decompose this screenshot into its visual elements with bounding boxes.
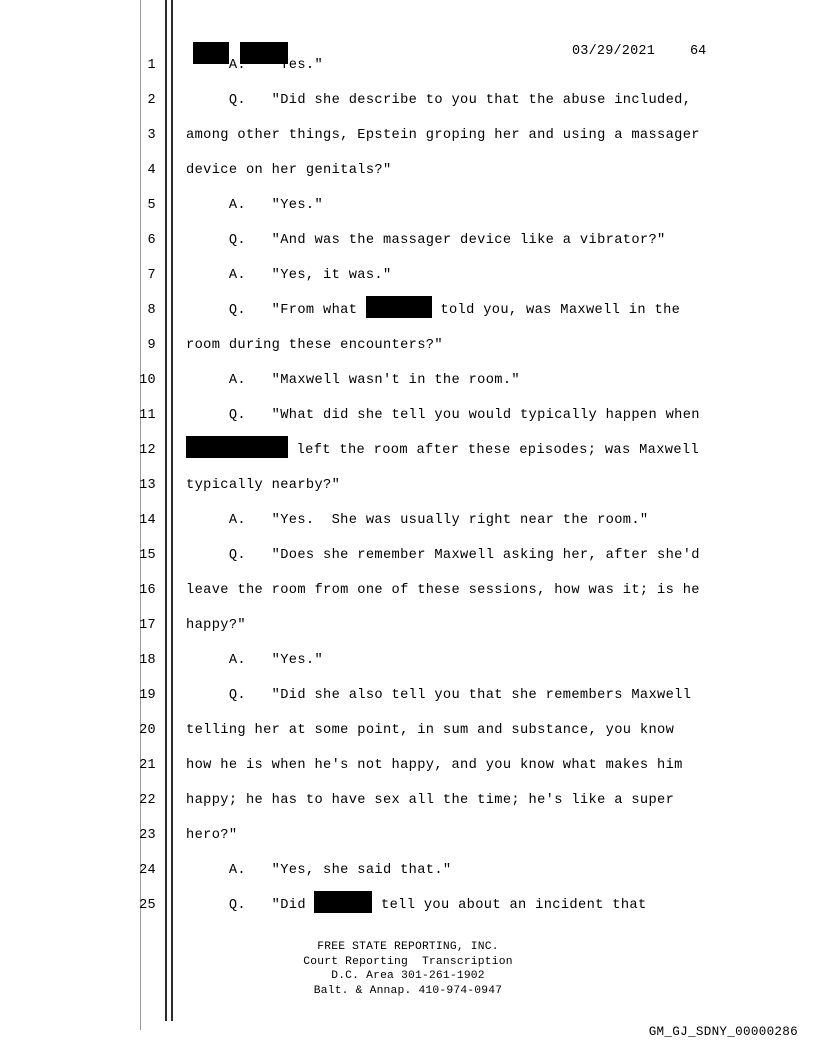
page-footer [0, 940, 816, 998]
line-number: 16 [139, 583, 156, 598]
line-number: 7 [147, 268, 156, 283]
line-number: 17 [139, 618, 156, 633]
line-number: 24 [139, 863, 156, 878]
header-page-number: 64 [690, 44, 707, 59]
line-number: 25 [139, 898, 156, 913]
line-number: 3 [147, 128, 156, 143]
line-text: Q. "What did she tell you would typically happen when [186, 408, 700, 423]
line-number: 13 [139, 478, 156, 493]
line-text: Q. "Does she remember Maxwell asking her, after she'd [186, 548, 700, 563]
transcript-line [0, 573, 816, 608]
line-text: happy?" [186, 618, 246, 633]
transcript-line [0, 83, 816, 118]
line-number: 8 [147, 303, 156, 318]
transcript-line [0, 293, 816, 328]
transcript-line [0, 853, 816, 888]
redaction-bar [366, 296, 432, 318]
line-number: 9 [147, 338, 156, 353]
transcript-line [0, 433, 816, 468]
line-text: Q. "And was the massager device like a vibrator?" [186, 233, 666, 248]
footer-line-4: Balt. & Annap. 410-974-0947 [313, 984, 503, 997]
line-text: A. "Maxwell wasn't in the room." [186, 373, 520, 388]
transcript-line [0, 118, 816, 153]
line-number: 20 [139, 723, 156, 738]
line-number: 22 [139, 793, 156, 808]
line-number: 19 [139, 688, 156, 703]
line-text: device on her genitals?" [186, 163, 392, 178]
line-text: room during these encounters?" [186, 338, 443, 353]
line-number: 18 [139, 653, 156, 668]
line-number: 23 [139, 828, 156, 843]
footer-line-3: D.C. Area 301-261-1902 [331, 970, 485, 983]
line-number: 5 [147, 198, 156, 213]
line-text: A. "Yes, it was." [186, 268, 392, 283]
line-number: 14 [139, 513, 156, 528]
transcript-line [0, 258, 816, 293]
line-text: left the room after these episodes; was Maxwell [186, 433, 699, 468]
redaction-bar [186, 436, 288, 458]
line-number: 15 [139, 548, 156, 563]
line-number: 10 [139, 373, 156, 388]
transcript-line [0, 503, 816, 538]
transcript-line [0, 818, 816, 853]
line-text: leave the room from one of these sessions, how was it; is he [186, 583, 700, 598]
transcript-line [0, 398, 816, 433]
line-number: 2 [147, 93, 156, 108]
line-number: 11 [139, 408, 156, 423]
line-number: 6 [147, 233, 156, 248]
transcript-line [0, 363, 816, 398]
line-number: 4 [147, 163, 156, 178]
transcript-line [0, 538, 816, 573]
line-text: Q. "Did she describe to you that the abuse included, [186, 93, 692, 108]
transcript-line [0, 468, 816, 503]
transcript-line [0, 783, 816, 818]
page-header [185, 20, 765, 59]
transcript-line [0, 888, 816, 923]
transcript-lines [0, 48, 816, 923]
transcript-line [0, 188, 816, 223]
line-text: how he is when he's not happy, and you know what makes him [186, 758, 683, 773]
line-text: happy; he has to have sex all the time; he's like a super [186, 793, 675, 808]
line-number: 12 [139, 443, 156, 458]
line-text: A. "Yes." [186, 58, 324, 73]
transcript-line [0, 643, 816, 678]
transcript-line [0, 153, 816, 188]
line-text: Q. "From what told you, was Maxwell in the [186, 293, 680, 328]
transcript-line [0, 48, 816, 83]
line-text: among other things, Epstein groping her and using a massager [186, 128, 700, 143]
line-number: 21 [139, 758, 156, 773]
line-text: Q. "Did she also tell you that she remembers Maxwell [186, 688, 692, 703]
line-text: A. "Yes, she said that." [186, 863, 452, 878]
line-text: A. "Yes." [186, 198, 324, 213]
redaction-bar [314, 891, 372, 913]
header-date: 03/29/2021 [572, 44, 656, 59]
bates-number: GM_GJ_SDNY_00000286 [648, 1025, 798, 1039]
transcript-line [0, 713, 816, 748]
line-text: A. "Yes." [186, 653, 324, 668]
transcript-line [0, 748, 816, 783]
line-text: telling her at some point, in sum and substance, you know [186, 723, 675, 738]
footer-line-1: FREE STATE REPORTING, INC. [317, 941, 499, 953]
line-text: A. "Yes. She was usually right near the room." [186, 513, 649, 528]
transcript-line [0, 608, 816, 643]
transcript-line [0, 678, 816, 713]
line-text: typically nearby?" [186, 478, 341, 493]
transcript-line [0, 328, 816, 363]
line-text: hero?" [186, 828, 238, 843]
line-number: 1 [147, 58, 156, 73]
transcript-line [0, 223, 816, 258]
line-text: Q. "Did tell you about an incident that [186, 888, 647, 923]
footer-line-2: Court Reporting Transcription [303, 955, 513, 968]
